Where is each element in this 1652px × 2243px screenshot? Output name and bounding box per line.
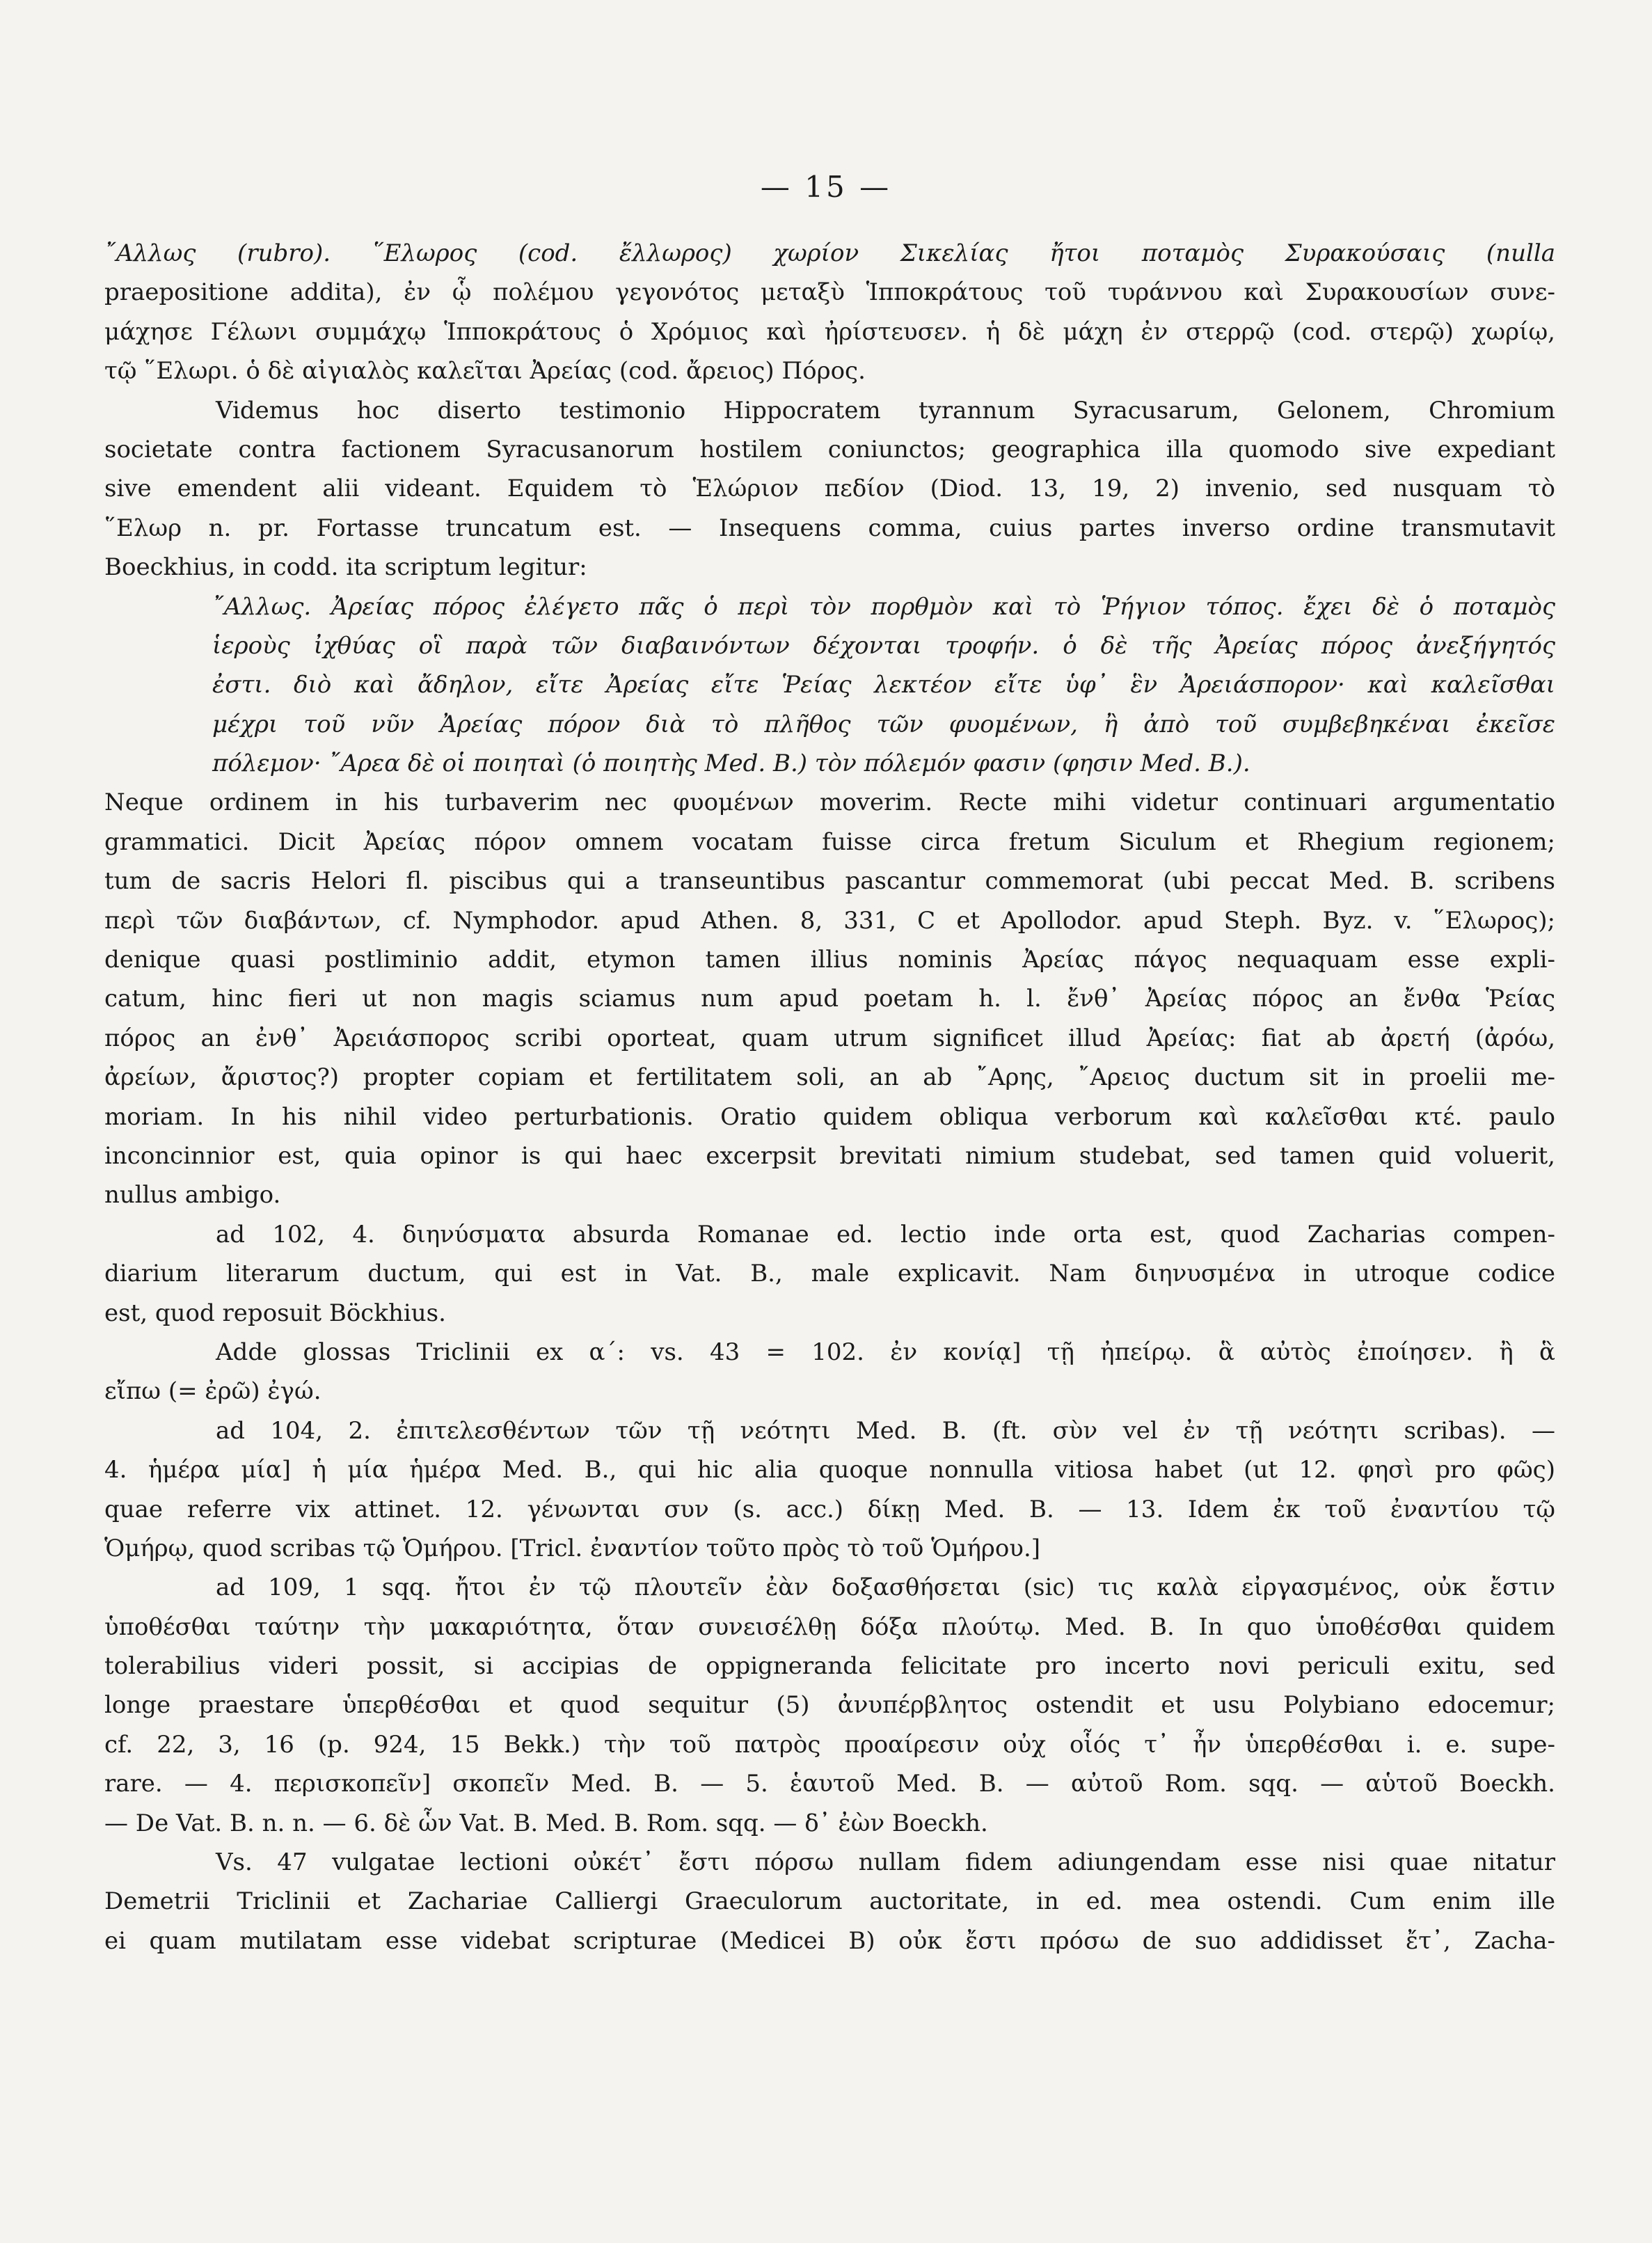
text-line: 4. ἡμέρα μία] ἡ μία ἡμέρα Med. B., qui hic alia quoque nonnulla vitiosa habet (ut 12. φησὶ pro φῶς) <box>104 1456 1555 1484</box>
text-line: μάχησε Γέλωνι συμμάχῳ Ἱπποκράτους ὁ Χρόμιος καὶ ἠρίστευσεν. ἡ δὲ μάχη ἐν στερρῷ (cod. στερῷ) χωρίῳ, <box>104 317 1555 346</box>
text-line: Ὁμήρῳ, quod scribas τῷ Ὁμήρου. [Tricl. ἐναντίον τοῦτο πρὸς τὸ τοῦ Ὁμήρου.] <box>104 1534 1041 1562</box>
text-line: ῞Ελωρ n. pr. Fortasse truncatum est. — Insequens comma, cuius partes inverso ordine transmutavit <box>104 514 1555 542</box>
quoted-line: ἱεροὺς ἰχθύας οἳ παρὰ τῶν διαβαινόντων δέχονται τροφήν. ὁ δὲ τῆς Ἀρείας πόρος ἀνεξήγητός <box>212 631 1555 660</box>
body-text <box>104 234 1555 1960</box>
text-line: catum, hinc fieri ut non magis sciamus num apud poetam h. l. ἔνθ᾽ Ἀρείας πόρος an ἔνθα Ῥείας <box>104 985 1555 1013</box>
quoted-line: ἐστι. διὸ καὶ ἄδηλον, εἴτε Ἀρείας εἴτε Ῥείας λεκτέον εἴτε ὑφ᾽ ἓν Ἀρειάσπορον· καὶ καλεῖσθαι <box>212 671 1555 699</box>
text-line: τῷ ῞Ελωρι. ὁ δὲ αἰγιαλὸς καλεῖται Ἀρείας (cod. ἄρειος) Πόρος. <box>104 357 866 386</box>
text-line: ὑποθέσθαι ταύτην τὴν μακαριότητα, ὅταν συνεισέλθῃ δόξα πλούτῳ. Med. B. In quo ὑποθέσθαι quidem <box>104 1612 1555 1641</box>
text-line: rare. — 4. περισκοπεῖν] σκοπεῖν Med. B. — 5. ἑαυτοῦ Med. B. — αὐτοῦ Rom. sqq. — αὑτοῦ Boeckh. <box>104 1770 1555 1798</box>
text-line: quae referre vix attinet. 12. γένωνται συν (s. acc.) δίκῃ Med. B. — 13. Idem ἐκ τοῦ ἐναντίου τῷ <box>104 1495 1555 1523</box>
text-line: longe praestare ὑπερθέσθαι et quod sequitur (5) ἀνυπέρβλητος ostendit et usu Polybiano edocemur; <box>104 1691 1555 1720</box>
quoted-line: πόλεμον· ῎Αρεα δὲ οἱ ποιηταὶ (ὁ ποιητὴς Med. B.) τὸν πόλεμόν φασιν (φησιν Med. B.). <box>212 750 1250 778</box>
text-line: Boeckhius, in codd. ita scriptum legitur: <box>104 553 587 582</box>
text-line: περὶ τῶν διαβάντων, cf. Nymphodor. apud Athen. 8, 331, C et Apollodor. apud Steph. Byz. v. ῞Ελωρος); <box>104 906 1555 935</box>
text-line: grammatici. Dicit Ἀρείας πόρον omnem vocatam fuisse circa fretum Siculum et Rhegium regionem; <box>104 827 1555 856</box>
text-line: inconcinnior est, quia opinor is qui haec excerpsit brevitati nimium studebat, sed tamen quid voluerit, <box>104 1141 1555 1170</box>
note-ad-102: ad 102, 4. διηνύσματα absurda Romanae ed. lectio inde orta est, quod Zacharias compen- <box>216 1220 1555 1249</box>
text-line: ei quam mutilatam esse videbat scripturae (Medicei B) οὐκ ἔστι πρόσω de suo addidisset ἔτ᾽, Zacha- <box>104 1926 1555 1955</box>
text-line: ῎Αλλως (rubro). ῞Ελωρος (cod. ἔλλωρος) χωρίον Σικελίας ἤτοι ποταμὸς Συρακούσαις (nulla <box>104 239 1555 267</box>
note-vs-47: Vs. 47 vulgatae lectioni οὐκέτ᾽ ἔστι πόρσω nullam fidem adiungendam esse nisi quae nitatur <box>216 1848 1555 1877</box>
text-line: sive emendent alii videant. Equidem τὸ Ἑλώριον πεδίον (Diod. 13, 19, 2) invenio, sed nusquam τὸ <box>104 475 1555 503</box>
text-line: nullus ambigo. <box>104 1181 281 1210</box>
text-line: Neque ordinem in his turbaverim nec φυομένων moverim. Recte mihi videtur continuari argumentatio <box>104 788 1555 817</box>
text-line: cf. 22, 3, 16 (p. 924, 15 Bekk.) τὴν τοῦ πατρὸς προαίρεσιν οὐχ οἷός τ᾽ ἦν ὑπερθέσθαι i. e. supe- <box>104 1730 1555 1759</box>
text-line: denique quasi postliminio addit, etymon tamen illius nominis Ἀρείας πάγος nequaquam esse expli- <box>104 946 1555 974</box>
text-line: praepositione addita), ἐν ᾧ πολέμου γεγονότος μεταξὺ Ἱπποκράτους τοῦ τυράννου καὶ Συρακουσίων συνε- <box>104 278 1555 307</box>
note-ad-109: ad 109, 1 sqq. ἤτοι ἐν τῷ πλουτεῖν ἐὰν δοξασθήσεται (sic) τις καλὰ εἰργασμένος, οὐκ ἔστιν <box>216 1574 1555 1602</box>
text-line: moriam. In his nihil video perturbationis. Oratio quidem obliqua verborum καὶ καλεῖσθαι κτέ. paulo <box>104 1102 1555 1131</box>
text-line: Demetrii Triclinii et Zachariae Calliergi Graeculorum auctoritate, in ed. mea ostendi. Cum enim ille <box>104 1887 1555 1916</box>
note-ad-104: ad 104, 2. ἐπιτελεσθέντων τῶν τῇ νεότητι Med. B. (ft. σὺν vel ἐν τῇ νεότητι scribas). — <box>216 1416 1555 1445</box>
quoted-line: ῎Αλλως. Ἀρείας πόρος ἐλέγετο πᾶς ὁ περὶ τὸν πορθμὸν καὶ τὸ Ῥήγιον τόπος. ἔχει δὲ ὁ ποταμὸς <box>212 592 1555 621</box>
text-line: Adde glossas Triclinii ex α´: vs. 43 = 102. ἐν κονίᾳ] τῇ ἠπείρῳ. ἃ αὐτὸς ἐποίησεν. ἢ ἃ <box>216 1338 1555 1366</box>
text-line: tum de sacris Helori fl. piscibus qui a transeuntibus pascantur commemorat (ubi peccat Med. B. scribens <box>104 867 1555 896</box>
text-line: diarium literarum ductum, qui est in Vat. B., male explicavit. Nam διηνυσμένα in utroque codice <box>104 1260 1555 1288</box>
quoted-line: μέχρι τοῦ νῦν Ἀρείας πόρον διὰ τὸ πλῆθος τῶν φυομένων, ἢ ἀπὸ τοῦ συμβεβηκέναι ἐκεῖσε <box>212 710 1555 738</box>
text-line: ἀρείων, ἄριστος?) propter copiam et fertilitatem soli, an ab ῎Αρης, ῎Αρειος ductum sit in proelii me- <box>104 1063 1555 1092</box>
text-line: tolerabilius videri possit, si accipias de oppigneranda felicitate pro incerto novi periculi exitu, sed <box>104 1652 1555 1681</box>
text-line: πόρος an ἐνθ᾽ Ἀρειάσπορος scribi oporteat, quam utrum significet illud Ἀρείας: fiat ab ἀρετή (ἀρόω, <box>104 1024 1555 1052</box>
text-line: — De Vat. B. n. n. — 6. δὲ ὧν Vat. B. Med. B. Rom. sqq. — δ᾽ ἐὼν Boeckh. <box>104 1809 988 1837</box>
text-line: societate contra factionem Syracusanorum hostilem coniunctos; geographica illa quomodo sive expediant <box>104 435 1555 463</box>
text-line: εἴπω (= ἐρῶ) ἐγώ. <box>104 1377 321 1406</box>
text-line: Videmus hoc diserto testimonio Hippocratem tyrannum Syracusarum, Gelonem, Chromium <box>216 396 1555 425</box>
text-line: est, quod reposuit Böckhius. <box>104 1299 446 1327</box>
page-number: — 15 — <box>760 170 892 204</box>
